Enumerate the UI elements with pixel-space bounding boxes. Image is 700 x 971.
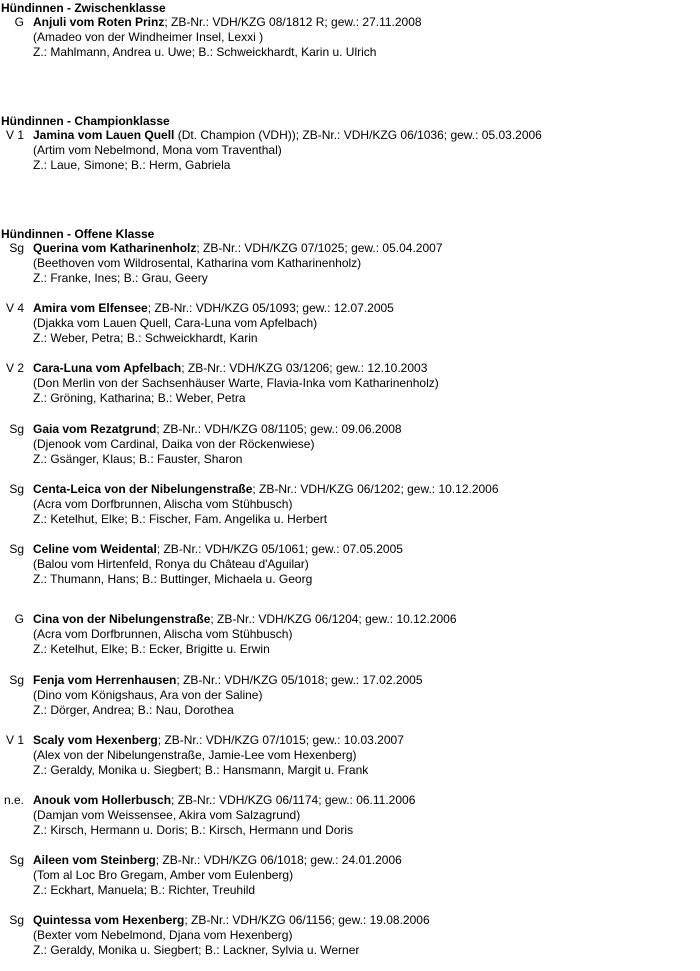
dog-name: Centa-Leica von der Nibelungenstraße <box>33 482 253 496</box>
dog-line <box>33 361 427 376</box>
parents: (Acra vom Dorfbrunnen, Alischa vom Stühbusch) <box>33 627 293 641</box>
list-item <box>0 128 700 174</box>
registration: ; ZB-Nr.: VDH/KZG 07/1025; gew.: 05.04.2007 <box>196 241 443 255</box>
parents: (Dino vom Königshaus, Ara von der Saline) <box>33 688 263 702</box>
parents: (Acra vom Dorfbrunnen, Alischa vom Stühbusch) <box>33 497 293 511</box>
grade: n.e. <box>3 793 24 807</box>
breeder-owner: Z.: Mahlmann, Andrea u. Uwe; B.: Schweickhardt, Karin u. Ulrich <box>33 45 377 59</box>
dog-name: Quintessa vom Hexenberg <box>33 913 185 927</box>
dog-line <box>33 422 402 437</box>
dog-name: Cara-Luna vom Apfelbach <box>33 361 182 375</box>
grade: Sg <box>9 913 24 927</box>
dog-name: Anjuli vom Roten Prinz <box>33 15 165 29</box>
parents: (Don Merlin von der Sachsenhäuser Warte, Flavia-Inka vom Katharinenholz) <box>33 376 439 390</box>
section-title: Hündinnen - Offene Klasse <box>1 227 155 241</box>
grade: V 1 <box>5 733 24 747</box>
dog-name: Jamina vom Lauen Quell <box>33 128 175 142</box>
parents: (Balou vom Hirtenfeld, Ronya du Château d'Aguilar) <box>33 557 309 571</box>
breeder-owner: Z.: Gsänger, Klaus; B.: Fauster, Sharon <box>33 452 243 466</box>
breeder-owner: Z.: Kirsch, Hermann u. Doris; B.: Kirsch, Hermann und Doris <box>33 823 354 837</box>
registration: ; ZB-Nr.: VDH/KZG 05/1093; gew.: 12.07.2005 <box>147 301 394 315</box>
list-item <box>0 361 700 407</box>
registration: ; ZB-Nr.: VDH/KZG 06/1202; gew.: 10.12.2006 <box>252 482 499 496</box>
dog-name: Gaia vom Rezatgrund <box>33 422 157 436</box>
list-item <box>0 793 700 839</box>
grade: V 4 <box>5 301 24 315</box>
parents: (Amadeo von der Windheimer Insel, Lexxi ) <box>33 30 264 44</box>
dog-line <box>33 301 394 316</box>
grade: V 1 <box>5 128 24 142</box>
breeder-owner: Z.: Ketelhut, Elke; B.: Fischer, Fam. Angelika u. Herbert <box>33 512 328 526</box>
registration: ; ZB-Nr.: VDH/KZG 05/1018; gew.: 17.02.2005 <box>176 673 423 687</box>
breeder-owner: Z.: Geraldy, Monika u. Siegbert; B.: Lackner, Sylvia u. Werner <box>33 943 360 957</box>
dog-line <box>33 128 542 143</box>
breeder-owner: Z.: Geraldy, Monika u. Siegbert; B.: Hansmann, Margit u. Frank <box>33 763 369 777</box>
dog-name: Aileen vom Steinberg <box>33 853 156 867</box>
list-item <box>0 853 700 899</box>
grade: G <box>14 612 24 626</box>
registration: ; ZB-Nr.: VDH/KZG 08/1812 R; gew.: 27.11.2008 <box>164 15 422 29</box>
list-item <box>0 542 700 588</box>
parents: (Djenook vom Cardinal, Daika von der Röckenwiese) <box>33 437 315 451</box>
parents: (Bexter vom Nebelmond, Djana vom Hexenberg) <box>33 928 293 942</box>
parents: (Tom al Loc Bro Gregam, Amber vom Eulenberg) <box>33 868 294 882</box>
grade: Sg <box>9 542 24 556</box>
parents: (Artim vom Nebelmond, Mona vom Traventhal) <box>33 143 282 157</box>
breeder-owner: Z.: Laue, Simone; B.: Herm, Gabriela <box>33 158 231 172</box>
dog-name: Cina von der Nibelungenstraße <box>33 612 211 626</box>
registration: ; ZB-Nr.: VDH/KZG 06/1156; gew.: 19.08.2006 <box>184 913 430 927</box>
grade: V 2 <box>5 361 24 375</box>
list-item <box>0 482 700 528</box>
breeder-owner: Z.: Franke, Ines; B.: Grau, Geery <box>33 271 208 285</box>
dog-line <box>33 853 402 868</box>
list-item <box>0 913 700 959</box>
parents: (Djakka vom Lauen Quell, Cara-Luna vom Apfelbach) <box>33 316 318 330</box>
section-title: Hündinnen - Championklasse <box>1 114 170 128</box>
section-championklasse <box>0 114 700 174</box>
grade: Sg <box>9 422 24 436</box>
list-item <box>0 301 700 347</box>
breeder-owner: Z.: Thumann, Hans; B.: Buttinger, Michaela u. Georg <box>33 572 313 586</box>
section-zwischenklasse <box>0 1 700 61</box>
dog-line <box>33 913 430 928</box>
grade: Sg <box>9 853 24 867</box>
registration: (Dt. Champion (VDH)); ZB-Nr.: VDH/KZG 06/1036; gew.: 05.03.2006 <box>174 128 542 142</box>
list-item <box>0 15 700 61</box>
dog-name: Scaly vom Hexenberg <box>33 733 158 747</box>
grade: G <box>14 15 24 29</box>
dog-line <box>33 241 443 256</box>
dog-name: Celine vom Weidental <box>33 542 157 556</box>
dog-name: Fenja vom Herrenhausen <box>33 673 177 687</box>
dog-line <box>33 612 457 627</box>
dog-line <box>33 733 404 748</box>
registration: ; ZB-Nr.: VDH/KZG 07/1015; gew.: 10.03.2007 <box>157 733 404 747</box>
section-offene-klasse <box>0 227 700 957</box>
grade: Sg <box>9 241 24 255</box>
dog-line <box>33 542 403 557</box>
dog-name: Anouk vom Hollerbusch <box>33 793 172 807</box>
parents: (Beethoven vom Wildrosental, Katharina vom Katharinenholz) <box>33 256 362 270</box>
dog-line <box>33 793 415 808</box>
registration: ; ZB-Nr.: VDH/KZG 06/1204; gew.: 10.12.2006 <box>210 612 457 626</box>
list-item <box>0 422 700 468</box>
parents: (Alex von der Nibelungenstraße, Jamie-Lee vom Hexenberg) <box>33 748 357 762</box>
registration: ; ZB-Nr.: VDH/KZG 08/1105; gew.: 09.06.2008 <box>156 422 402 436</box>
dog-name: Querina vom Katharinenholz <box>33 241 197 255</box>
breeder-owner: Z.: Weber, Petra; B.: Schweickhardt, Karin <box>33 331 258 345</box>
dog-line <box>33 15 422 30</box>
dog-line <box>33 673 423 688</box>
list-item <box>0 733 700 779</box>
registration: ; ZB-Nr.: VDH/KZG 03/1206; gew.: 12.10.2003 <box>181 361 428 375</box>
registration: ; ZB-Nr.: VDH/KZG 06/1018; gew.: 24.01.2006 <box>155 853 402 867</box>
breeder-owner: Z.: Gröning, Katharina; B.: Weber, Petra <box>33 391 246 405</box>
breeder-owner: Z.: Ketelhut, Elke; B.: Ecker, Brigitte u. Erwin <box>33 642 270 656</box>
breeder-owner: Z.: Dörger, Andrea; B.: Nau, Dorothea <box>33 703 234 717</box>
section-title: Hündinnen - Zwischenklasse <box>1 1 166 15</box>
list-item <box>0 612 700 658</box>
dog-name: Amira vom Elfensee <box>33 301 148 315</box>
registration: ; ZB-Nr.: VDH/KZG 06/1174; gew.: 06.11.2006 <box>171 793 416 807</box>
parents: (Damjan vom Weissensee, Akira vom Salzagrund) <box>33 808 301 822</box>
registration: ; ZB-Nr.: VDH/KZG 05/1061; gew.: 07.05.2005 <box>156 542 403 556</box>
dog-line <box>33 482 499 497</box>
list-item <box>0 241 700 287</box>
list-item <box>0 673 700 719</box>
grade: Sg <box>9 673 24 687</box>
breeder-owner: Z.: Eckhart, Manuela; B.: Richter, Treuhild <box>33 883 256 897</box>
grade: Sg <box>9 482 24 496</box>
